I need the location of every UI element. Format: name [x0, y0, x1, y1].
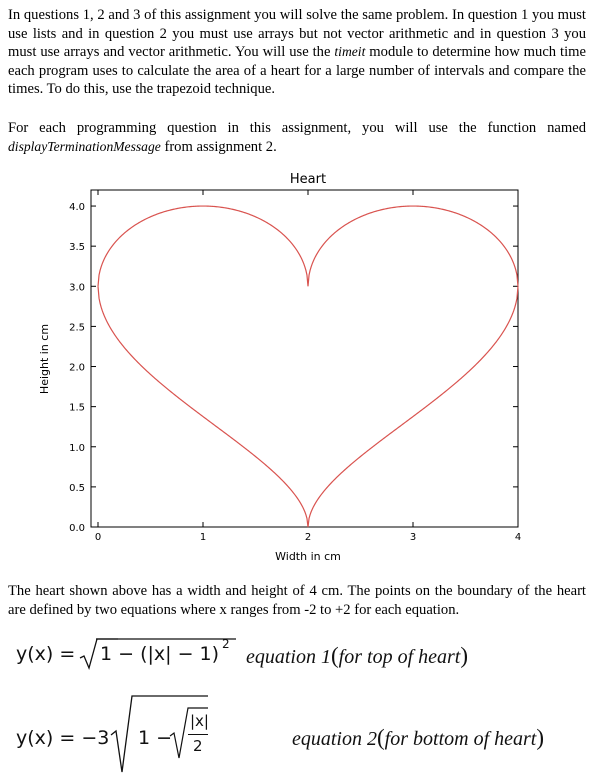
equation-2-lhs: y(x) = −3 [16, 727, 110, 749]
intro-paragraph: In questions 1, 2 and 3 of this assignment you will solve the same problem. In question 1 you must use lists and in question 2 you must use arrays but not vector arithmetic and in question 3 you must use arrays and vector arithmetic. You will use the timeit module to determine how much time each program uses to calculate the area of a heart for a large number of intervals and compare the times. To do this, use the trapezoid technique. [8, 7, 586, 98]
heart-chart [28, 166, 528, 574]
axis-ticks [69, 190, 521, 543]
y-tick-label: 4.0 [69, 202, 85, 214]
y-tick-label: 0.0 [69, 523, 85, 534]
equation-1-exponent: 2 [222, 637, 230, 651]
y-tick-label: 1.5 [69, 402, 85, 414]
plot-frame [91, 190, 518, 527]
equation-2-numerator: |x| [190, 712, 209, 730]
x-axis-label: Width in cm [275, 550, 341, 563]
function-note-paragraph: For each programming question in this assignment, you will use the function named displayTerminationMessage from assignment 2. [8, 120, 586, 155]
equation-1-radicand: 1 − (|x| − 1) [100, 643, 220, 665]
equation-1-lhs: y(x) = [16, 643, 76, 665]
x-tick-label: 0 [94, 532, 102, 543]
y-tick-label: 3.5 [69, 242, 85, 254]
y-tick-label: 2.5 [69, 322, 85, 334]
heart-description-paragraph: The heart shown above has a width and height of 4 cm. The points on the boundary of the heart are defined by two equations where x ranges from -2 to +2 for each equation. [8, 583, 586, 618]
equation-2-label: equation 2(for bottom of heart) [292, 725, 545, 750]
equation-2-fraction-bar [188, 733, 208, 736]
equation-2-inner-prefix: 1 − [138, 727, 173, 749]
chart-title: Heart [289, 172, 327, 187]
equation-1-label: equation 1(for top of heart) [246, 643, 469, 668]
x-tick-label: 1 [199, 532, 207, 543]
timeit-module-name: timeit [334, 44, 366, 60]
heart-top-curve [98, 206, 518, 286]
x-tick-label: 3 [409, 532, 417, 543]
heart-curves [98, 206, 518, 527]
x-tick-label: 2 [304, 532, 312, 543]
function-name: displayTerminationMessage [8, 138, 161, 154]
heart-bottom-curve [98, 286, 518, 527]
y-tick-label: 2.0 [69, 362, 85, 374]
y-tick-label: 1.0 [69, 442, 85, 454]
y-tick-label: 3.0 [69, 282, 85, 294]
x-tick-label: 4 [514, 532, 522, 543]
y-axis-label: Height in cm [38, 323, 51, 395]
equation-1-overline [96, 637, 236, 641]
equation-2-denominator: 2 [193, 737, 203, 755]
y-tick-label: 0.5 [69, 482, 85, 494]
